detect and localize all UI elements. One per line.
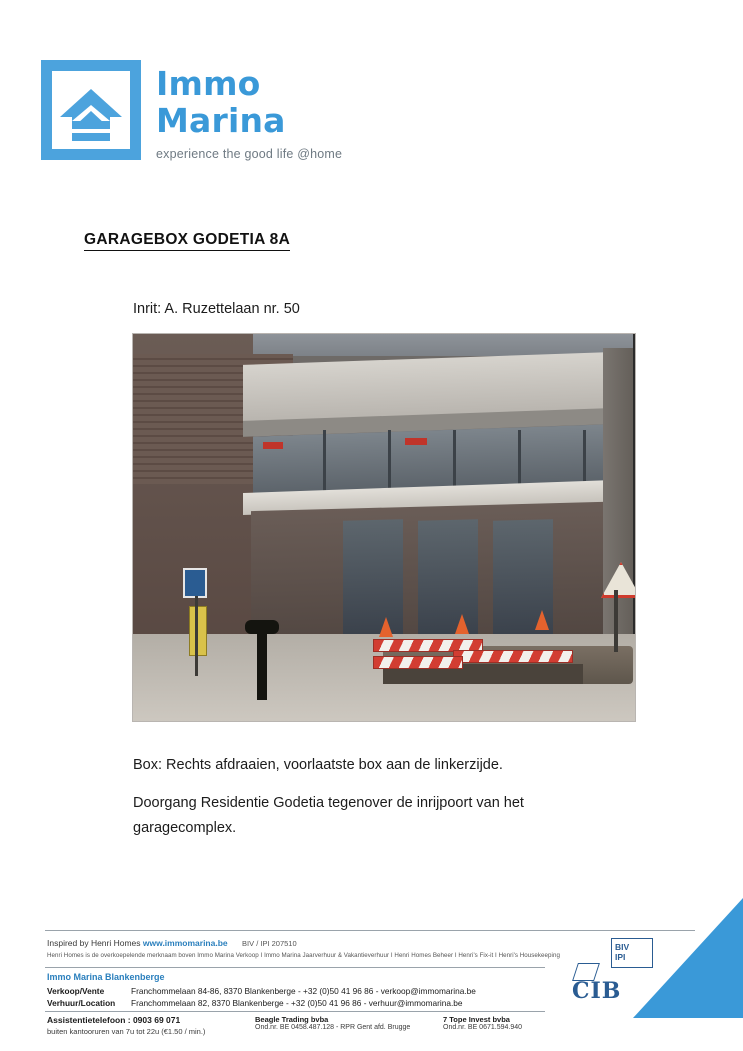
footer-entity-1 (255, 1015, 410, 1031)
photo-red-sign (405, 438, 427, 445)
footer-row-label-rental: Verhuur/Location (47, 998, 116, 1008)
photo-road-barrier (453, 650, 573, 663)
biv-ipi-badge: BIV IPI (611, 938, 653, 968)
footer-entity-2 (443, 1015, 522, 1031)
caption-line-1: Box: Rechts afdraaien, voorlaatste box aan de linkerzijde. (133, 757, 503, 773)
footer-fine-print: Henri Homes is de overkoepelende merknaam boven Immo Marina Verkoop I Immo Marina Jaarverhuur & Vakantieverhuur I Henri Homes Beheer I Henri's Fix-it I Henri's Housekeeping (47, 952, 560, 959)
footer-inspired-text: Inspired by Henri Homes (47, 938, 141, 948)
footer-biv-number: BIV / IPI 207510 (242, 939, 297, 948)
footer-row-text-rental: Franchommelaan 82, 8370 Blankenberge - +32 (0)50 41 96 86 - verhuur@immomarina.be (131, 998, 463, 1008)
page-title (84, 231, 290, 249)
footer-entity-2-name: 7 Tope Invest bvba (443, 1015, 510, 1024)
footer-assistance-phone: Assistentietelefoon : 0903 69 071 (47, 1015, 181, 1025)
house-arrow-icon (41, 60, 141, 160)
caption-line-2: Doorgang Residentie Godetia tegenover de inrijpoort van het garagecomplex. (133, 795, 524, 836)
photo-sign-pole (195, 596, 198, 676)
photo-yellow-sign (189, 606, 207, 656)
photo-sign-pole (614, 590, 618, 652)
cib-logo: CIB (572, 978, 622, 1004)
entrance-line: Inrit: A. Ruzettelaan nr. 50 (133, 301, 300, 317)
logo-line-2: Marina (156, 101, 286, 140)
photo-blue-sign (183, 568, 207, 598)
logo-line-1: Immo (156, 64, 261, 103)
footer-company-name: Immo Marina Blankenberge (47, 972, 165, 982)
footer-divider-3 (45, 1011, 545, 1012)
footer-assistance-hours: buiten kantooruren van 7u tot 22u (€1.50 / min.) (47, 1027, 206, 1036)
footer-entity-2-detail: Ond.nr. BE 0671.594.940 (443, 1024, 523, 1031)
photo-traffic-cone (379, 617, 393, 637)
photo-bollard-top (245, 620, 279, 634)
photo-lower-glazing (343, 519, 403, 641)
footer-row-label-sales: Verkoop/Vente (47, 986, 105, 996)
photo-traffic-cone (535, 610, 549, 630)
photo-right-column (603, 348, 636, 658)
photo-road-barrier (373, 656, 463, 669)
building-facade-photo (132, 333, 636, 722)
photo-traffic-cone (455, 614, 469, 634)
footer-inspired-line (47, 938, 297, 948)
page-title-text: GARAGEBOX GODETIA 8A (84, 231, 290, 251)
logo-wordmark (156, 65, 386, 161)
footer-entity-1-detail: Ond.nr. BE 0458.487.128 - RPR Gent afd. Brugge (255, 1024, 411, 1031)
footer-divider (45, 930, 695, 931)
footer-website-link[interactable]: www.immomarina.be (142, 938, 228, 948)
footer-entity-1-name: Beagle Trading bvba (255, 1015, 329, 1024)
footer-divider-2 (45, 967, 545, 968)
photo-lower-glazing (418, 519, 478, 641)
photo-bollard (257, 626, 267, 700)
logo-tagline: experience the good life @home (156, 147, 343, 161)
immo-marina-logo (41, 60, 371, 168)
footer-row-text-sales: Franchommelaan 84-86, 8370 Blankenberge - +32 (0)50 41 96 86 - verkoop@immomarina.be (131, 986, 476, 996)
photo-red-sign (263, 442, 283, 449)
